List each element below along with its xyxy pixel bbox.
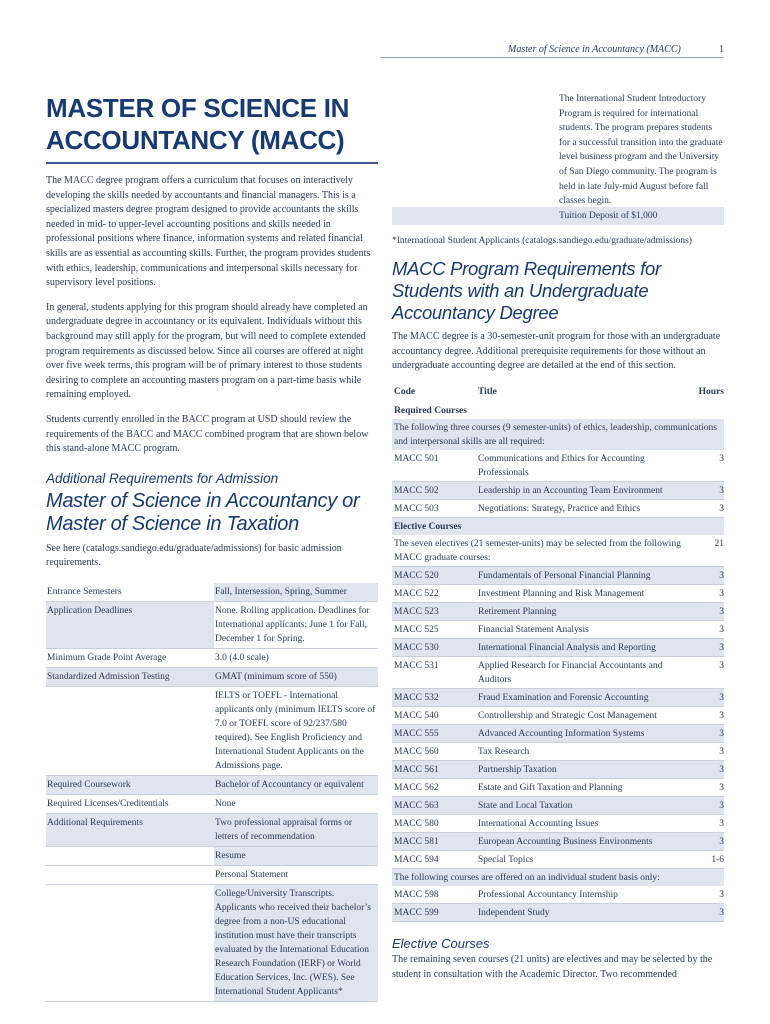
international-applicants-note: *International Student Applicants (catalogs.sandiego.edu/graduate/admissions) (392, 236, 692, 246)
course-title: European Accounting Business Environments (476, 833, 692, 851)
table-header-row (392, 384, 724, 403)
table-row (392, 450, 724, 482)
bacc-paragraph: Students currently enrolled in the BACC program at USD should review the requirements of the BACC and MACC combined program that are shown below this stand-alone MACC program. (46, 413, 369, 455)
course-code: MACC 599 (392, 904, 476, 922)
table-row (392, 743, 724, 761)
table-row (46, 775, 378, 794)
course-code: MACC 523 (392, 603, 476, 621)
course-code: MACC 522 (392, 585, 476, 603)
course-hours: 3 (692, 707, 724, 725)
course-title: Advanced Accounting Information Systems (476, 725, 692, 743)
course-title: State and Local Taxation (476, 797, 692, 815)
table-row (46, 648, 378, 667)
admission-value: Two professional appraisal forms or letters of recommendation (214, 813, 378, 846)
course-code: MACC 540 (392, 707, 476, 725)
admission-value: Personal Statement (214, 865, 378, 884)
international-program-text: The International Student Introductory Program is required for international students. The program prepares students for a successful transition into the graduate level business program and the University of San Diego community. The program is held in late July-mid August before fall classes begin. (559, 94, 723, 207)
course-hours: 3 (692, 603, 724, 621)
table-row (46, 813, 378, 846)
course-title: Leadership in an Accounting Team Environment (476, 482, 692, 500)
course-code: MACC 532 (392, 689, 476, 707)
course-code: MACC 562 (392, 779, 476, 797)
degree-heading-line2: Master of Science in Taxation (46, 512, 299, 535)
table-row (392, 500, 724, 518)
course-title: Negotiations: Strategy, Practice and Ethics (476, 500, 692, 518)
table-row (392, 657, 724, 689)
course-code: MACC 563 (392, 797, 476, 815)
elective-courses-label: Elective Courses (392, 518, 724, 536)
table-row (392, 833, 724, 851)
column-header-code: Code (394, 387, 416, 398)
course-hours: 3 (692, 833, 724, 851)
course-hours: 1-6 (692, 851, 724, 869)
tuition-deposit: Tuition Deposit of $1,000 (559, 211, 658, 221)
table-row (392, 761, 724, 779)
admission-key (46, 884, 214, 1001)
admission-value: Resume (214, 846, 378, 865)
course-table (392, 384, 724, 923)
table-row (46, 846, 378, 865)
table-row (46, 686, 378, 775)
table-row (392, 689, 724, 707)
table-row (46, 794, 378, 813)
course-title: Special Topics (476, 851, 692, 869)
running-header (508, 44, 724, 55)
course-title: Independent Study (476, 904, 692, 922)
course-hours: 3 (692, 450, 724, 482)
admission-key: Standardized Admission Testing (46, 667, 214, 686)
section-row-elective (392, 518, 724, 536)
requirements-heading-line3: Accountancy Degree (392, 302, 559, 323)
course-hours: 3 (692, 725, 724, 743)
admission-value: College/University Transcripts. Applicants who received their bachelor’s degree from a non-US educational institution must have their transcripts evaluated by the International Education Research Foundation (IERF) or World Education Services, Inc. (WES). See International Student Applicants* (214, 884, 378, 1001)
table-row (392, 815, 724, 833)
course-code: MACC 594 (392, 851, 476, 869)
table-row (392, 603, 724, 621)
course-code: MACC 581 (392, 833, 476, 851)
admission-key: Required Licenses/Creditentials (46, 794, 214, 813)
course-code: MACC 503 (392, 500, 476, 518)
course-code: MACC 555 (392, 725, 476, 743)
course-hours: 3 (692, 689, 724, 707)
course-code: MACC 560 (392, 743, 476, 761)
course-hours: 3 (692, 657, 724, 689)
course-hours: 3 (692, 500, 724, 518)
course-hours: 3 (692, 585, 724, 603)
course-hours: 3 (692, 567, 724, 585)
course-hours: 3 (692, 482, 724, 500)
program-requirements-section (392, 258, 724, 982)
course-title: Tax Research (476, 743, 692, 761)
admission-key: Minimum Grade Point Average (46, 648, 214, 667)
course-code: MACC 501 (392, 450, 476, 482)
admission-heading: Additional Requirements for Admission (46, 470, 279, 486)
course-title: Communications and Ethics for Accounting Professionals (476, 450, 692, 482)
course-code: MACC 502 (392, 482, 476, 500)
page-title (46, 92, 378, 164)
course-title: Fundamentals of Personal Financial Planning (476, 567, 692, 585)
table-row (46, 865, 378, 884)
course-title: Controllership and Strategic Cost Management (476, 707, 692, 725)
admission-key (46, 686, 214, 775)
course-title: Professional Accountancy Internship (476, 886, 692, 904)
admission-key: Application Deadlines (46, 601, 214, 648)
course-title: Fraud Examination and Forensic Accounting (476, 689, 692, 707)
page-title-line2: ACCOUNTANCY (MACC) (46, 125, 345, 155)
intro-paragraph: The MACC degree program offers a curriculum that focuses on interactively developing the skills needed by accountants and financial managers. This is a specialized masters degree program designed to provide accountants the skills needed in mid- to upper-level accounting positions and skills needed in professional positions where finance, information systems and related financial skills are as essential as accounting skills. Further, the program provides students with ethics, leadership, communications and interpersonal skills necessary for supervisory level positions. (46, 175, 371, 289)
admission-value: Fall, Intersession, Spring, Summer (214, 583, 378, 602)
column-header-title: Title (478, 387, 497, 398)
course-code: MACC 598 (392, 886, 476, 904)
course-title: International Accounting Issues (476, 815, 692, 833)
requirements-paragraph: The MACC degree is a 30-semester-unit program for those with an undergraduate accountancy degree. Additional prerequisite requirements for those without an undergraduate accounting degree are detailed at the end of this section. (392, 331, 721, 372)
admission-value: 3.0 (4.0 scale) (214, 648, 378, 667)
table-row (392, 797, 724, 815)
table-row (392, 621, 724, 639)
course-code: MACC 525 (392, 621, 476, 639)
course-code: MACC 561 (392, 761, 476, 779)
admission-key: Additional Requirements (46, 813, 214, 846)
course-hours: 3 (692, 639, 724, 657)
course-code: MACC 580 (392, 815, 476, 833)
table-row (46, 667, 378, 686)
admission-value: Bachelor of Accountancy or equivalent (214, 775, 378, 794)
admission-key (46, 865, 214, 884)
header-rule (380, 57, 724, 58)
see-here-paragraph: See here (catalogs.sandiego.edu/graduate/admissions) for basic admission requirements. (46, 542, 342, 569)
individual-courses-note: The following courses are offered on an individual student basis only: (392, 869, 724, 887)
elective-courses-note-hours: 21 (692, 535, 724, 567)
admission-table (46, 583, 378, 1002)
table-row (392, 639, 724, 657)
note-row (392, 869, 724, 887)
elective-courses-note: The seven electives (21 semester-units) may be selected from the following MACC graduate courses: (392, 535, 692, 567)
course-hours: 3 (692, 797, 724, 815)
required-courses-label: Required Courses (392, 402, 724, 419)
course-hours: 3 (692, 886, 724, 904)
table-row (392, 904, 724, 922)
running-title: Master of Science in Accountancy (MACC) (508, 44, 681, 55)
course-hours: 3 (692, 815, 724, 833)
degree-heading (46, 490, 378, 536)
elective-courses-heading: Elective Courses (392, 936, 490, 952)
course-hours: 3 (692, 743, 724, 761)
course-title: Applied Research for Financial Accountants and Auditors (476, 657, 692, 689)
course-title: Investment Planning and Risk Management (476, 585, 692, 603)
note-row (392, 419, 724, 450)
table-row (392, 482, 724, 500)
section-row-required (392, 402, 724, 419)
table-row (392, 707, 724, 725)
eligibility-paragraph: In general, students applying for this program should already have completed an undergraduate degree in accountancy or its equivalent. Individuals without this background may still apply for the program, but will need to complete extended program requirements as discussed below. Since all courses are offered at night over five week terms, this program will be of primary interest to those students desiring to complete an accounting masters program on a part-time basis while remaining employed. (46, 301, 368, 401)
course-hours: 3 (692, 904, 724, 922)
table-row (392, 585, 724, 603)
course-title: Estate and Gift Taxation and Planning (476, 779, 692, 797)
course-hours: 3 (692, 621, 724, 639)
course-title: Financial Statement Analysis (476, 621, 692, 639)
table-row (46, 884, 378, 1001)
course-code: MACC 520 (392, 567, 476, 585)
column-header-hours: Hours (698, 387, 724, 398)
table-row (392, 851, 724, 869)
admission-key (46, 846, 214, 865)
admission-key: Required Coursework (46, 775, 214, 794)
elective-courses-paragraph: The remaining seven courses (21 units) are electives and may be selected by the student in consultation with the Academic Director. Two recommended (392, 954, 713, 980)
page-title-line1: MASTER OF SCIENCE IN (46, 93, 350, 123)
course-title: Partnership Taxation (476, 761, 692, 779)
tuition-deposit-row (392, 207, 724, 225)
elective-courses-list (392, 567, 724, 869)
table-row (392, 886, 724, 904)
requirements-heading (392, 258, 724, 324)
table-row (46, 601, 378, 648)
admission-value: GMAT (minimum score of 550) (214, 667, 378, 686)
admission-value: None. Rolling application. Deadlines for International applicants: June 1 for Fall, December 1 for Spring. (214, 601, 378, 648)
degree-heading-line1: Master of Science in Accountancy or (46, 489, 360, 512)
course-code: MACC 531 (392, 657, 476, 689)
requirements-heading-line2: Students with an Undergraduate (392, 280, 649, 301)
table-row (392, 725, 724, 743)
admission-value: IELTS or TOEFL - International applicants only (minimum IELTS score of 7.0 or TOEFL score of 92/237/580 required). See English Proficiency and International Student Applicants on the Admissions page. (214, 686, 378, 775)
table-row (46, 583, 378, 602)
course-title: International Financial Analysis and Reporting (476, 639, 692, 657)
admission-key: Entrance Semesters (46, 583, 214, 602)
admission-value: None (214, 794, 378, 813)
course-hours: 3 (692, 761, 724, 779)
table-row (392, 567, 724, 585)
requirements-heading-line1: MACC Program Requirements for (392, 258, 661, 279)
course-title: Retirement Planning (476, 603, 692, 621)
required-courses-note: The following three courses (9 semester-units) of ethics, leadership, communications and interpersonal skills are all required: (392, 419, 724, 450)
course-hours: 3 (692, 779, 724, 797)
page-number: 1 (719, 44, 724, 55)
international-program-box (392, 92, 724, 227)
left-column (46, 92, 378, 1002)
note-row (392, 535, 724, 567)
course-code: MACC 530 (392, 639, 476, 657)
table-row (392, 779, 724, 797)
